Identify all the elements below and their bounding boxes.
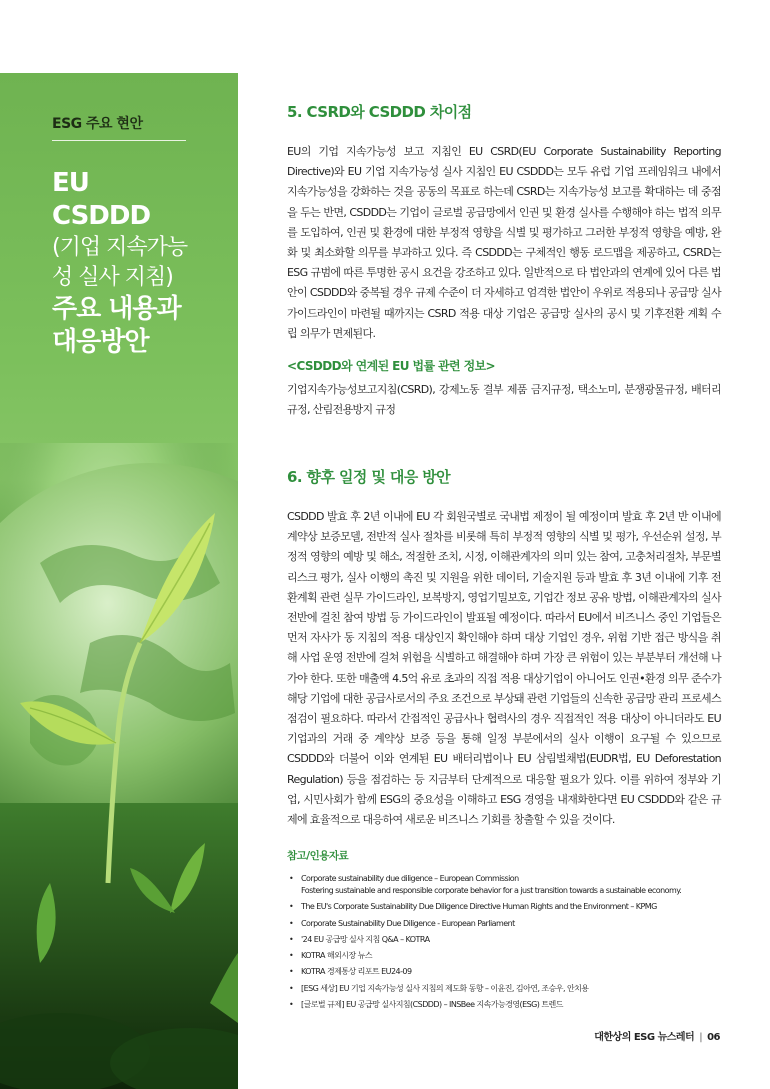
reference-item: • The EU's Corporate Sustainability Due Diligence Directive Human Rights and the Environment – KPMG: [289, 902, 657, 912]
section-5: [287, 100, 721, 420]
section-6: [287, 465, 721, 830]
sidebar-title: [52, 167, 232, 359]
title-line: CSDDD: [52, 201, 151, 231]
references-title: 참고/인용자료: [287, 850, 349, 862]
title-line: (기업 지속가능: [52, 235, 188, 260]
title-line: EU: [52, 168, 89, 198]
subheading: <CSDDD와 연계된 EU 법률 관련 정보>: [287, 359, 496, 374]
publication-name: 대한상의 ESG 뉴스레터: [594, 1032, 695, 1043]
section-body: CSDDD 발효 후 2년 이내에 EU 각 회원국별로 국내법 제정이 될 예정이며 발효 후 2년 반 이내에 계약상 보증모델, 전반적 실사 절차를 비롯해 특히 부정적 영향의 식별 및 평가, 우선순위 설정, 부정적 영향의 예방 및 해소, 적절한 조치, 시정, 이해관계자의 의미 있는 참여, 고충처리절차, 부문별 리스크 평가, 실사 이행의 촉진 및 지원을 위한 데이터, 기술지원 등과 발효 후 3년 이내에 기후 전환계획 관련 실무 가이드라인, 보복방지, 영업기밀보호, 기업간 정보 공유 방법, 이해관계자의 실사 전반에 걸친 참여 방법 등 가이드라인이 발표될 예정이다. 따라서 EU에서 비즈니스 중인 기업들은 먼저 자사가 동 지침의 적용 대상인지 확인해야 하며 대상 기업인 경우, 위험 기반 접근 방식을 취해 사업 운영 전반에 걸쳐 위험을 식별하고 해결해야 하며 가장 큰 위험이 있는 부분부터 개선해 나가야 한다. 또한 매출액 4.5억 유로 초과의 직접 적용 대상기업이 아니어도 인권•환경 의무 준수가 해당 기업에 대한 공급사로서의 주요 조건으로 부상돼 관련 기업들의 신속한 공급망 관리 프로세스 점검이 필요하다. 따라서 간접적인 공급사나 협력사의 경우 직접적인 적용 대상이 아니더라도 EU 기업과의 거래 중 계약상 보증 등을 통해 일정 부분에서의 실사 이행이 요구될 수 있으므로 CSDDD와 더불어 이와 연계된 EU 배터리법이나 EU 삼림벌채법(EUDR법, EU Deforestation Regulation) 등을 점검하는 등 지금부터 단계적으로 대응할 필요가 있다. 이를 위하여 정부와 기업, 시민사회가 함께 ESG의 중요성을 이해하고 ESG 경영을 내재화한다면 EU CSDDD와 같은 규제에 효율적으로 대응하여 새로운 비즈니스 기회를 창출할 수 있을 것이다.: [287, 510, 721, 827]
reference-item: • KOTRA 경제통상 리포트 EU24-09: [289, 967, 412, 977]
globe-sprout-illustration: [0, 443, 238, 1089]
reference-item: • [ESG 세상] EU 기업 지속가능성 실사 지침의 제도화 동향 – 이윤진, 김아연, 조승우, 안치용: [289, 983, 589, 993]
reference-item: • Corporate Sustainability Due Diligence - European Parliament: [289, 918, 515, 928]
reference-item: • [글로벌 규제] EU 공급망 실사지침(CSDDD) – INSBee 지속가능경영(ESG) 트렌드: [289, 1000, 563, 1010]
title-line: 주요 내용과: [52, 294, 181, 324]
page-number: 06: [707, 1032, 720, 1043]
footer-separator: |: [699, 1032, 703, 1043]
divider: [52, 140, 186, 141]
reference-item: • KOTRA 해외시장 뉴스: [289, 951, 373, 961]
sidebar-panel: [0, 73, 238, 1089]
section-heading: 5. CSRD와 CSDDD 차이점: [287, 103, 472, 121]
related-laws: 기업지속가능성보고지침(CSRD), 강제노동 결부 제품 금지규정, 택소노미, 분쟁광물규정, 배터리 규정, 산림전용방지 규정: [287, 383, 721, 417]
references: [287, 848, 732, 1015]
reference-item: • Corporate sustainability due diligence – European Commission Fostering sustainable and responsible corporate behavior for a just transition towards a sustainable economy.: [289, 874, 682, 895]
title-line: 성 실사 지침): [52, 265, 173, 290]
reference-item: • '24 EU 공급망 실사 지침 Q&A – KOTRA: [289, 934, 430, 944]
section-body: EU의 기업 지속가능성 보고 지침인 EU CSRD(EU Corporate Sustainability Reporting Directive)와 EU 기업 지속가능성 실사 지침인 EU CSDDD는 모두 유럽 기업 프레임워크 내에서 지속가능성을 강화하는 것을 공동의 목표로 하는데 CSRD는 지속가능성 보고를 확대하는 데 중점을 두는 반면, CSDDD는 기업이 글로벌 공급망에서 인권 및 환경 실사를 수행해야 하는 법적 의무를 도입하여, 인권 및 환경에 대한 부정적 영향을 식별 및 평가하고 그러한 부정적 영향을 예방, 완화 및 최소화할 의무를 부과하고 있다. 즉 CSDDD는 구체적인 행동 로드맵을 제공하고, CSRD는 ESG 규범에 따른 투명한 공시 요건을 강조하고 있다. 일반적으로 타 법안과의 연계에 있어 다른 법안이 CSDDD와 중복될 경우 규제 수준이 더 자세하고 엄격한 법안이 우위로 적용되나 공급망 실사 가이드라인이 마련될 때까지는 CSRD 적용 대상 기업은 공급망 실사의 공시 및 기후전환 계획 수립 의무가 면제된다.: [287, 145, 721, 340]
section-heading: 6. 향후 일정 및 대응 방안: [287, 468, 451, 486]
reference-list: [287, 873, 732, 1011]
title-line: 대응방안: [52, 327, 149, 357]
page-footer: [594, 1028, 720, 1043]
section-tag: ESG 주요 현안: [52, 116, 143, 132]
